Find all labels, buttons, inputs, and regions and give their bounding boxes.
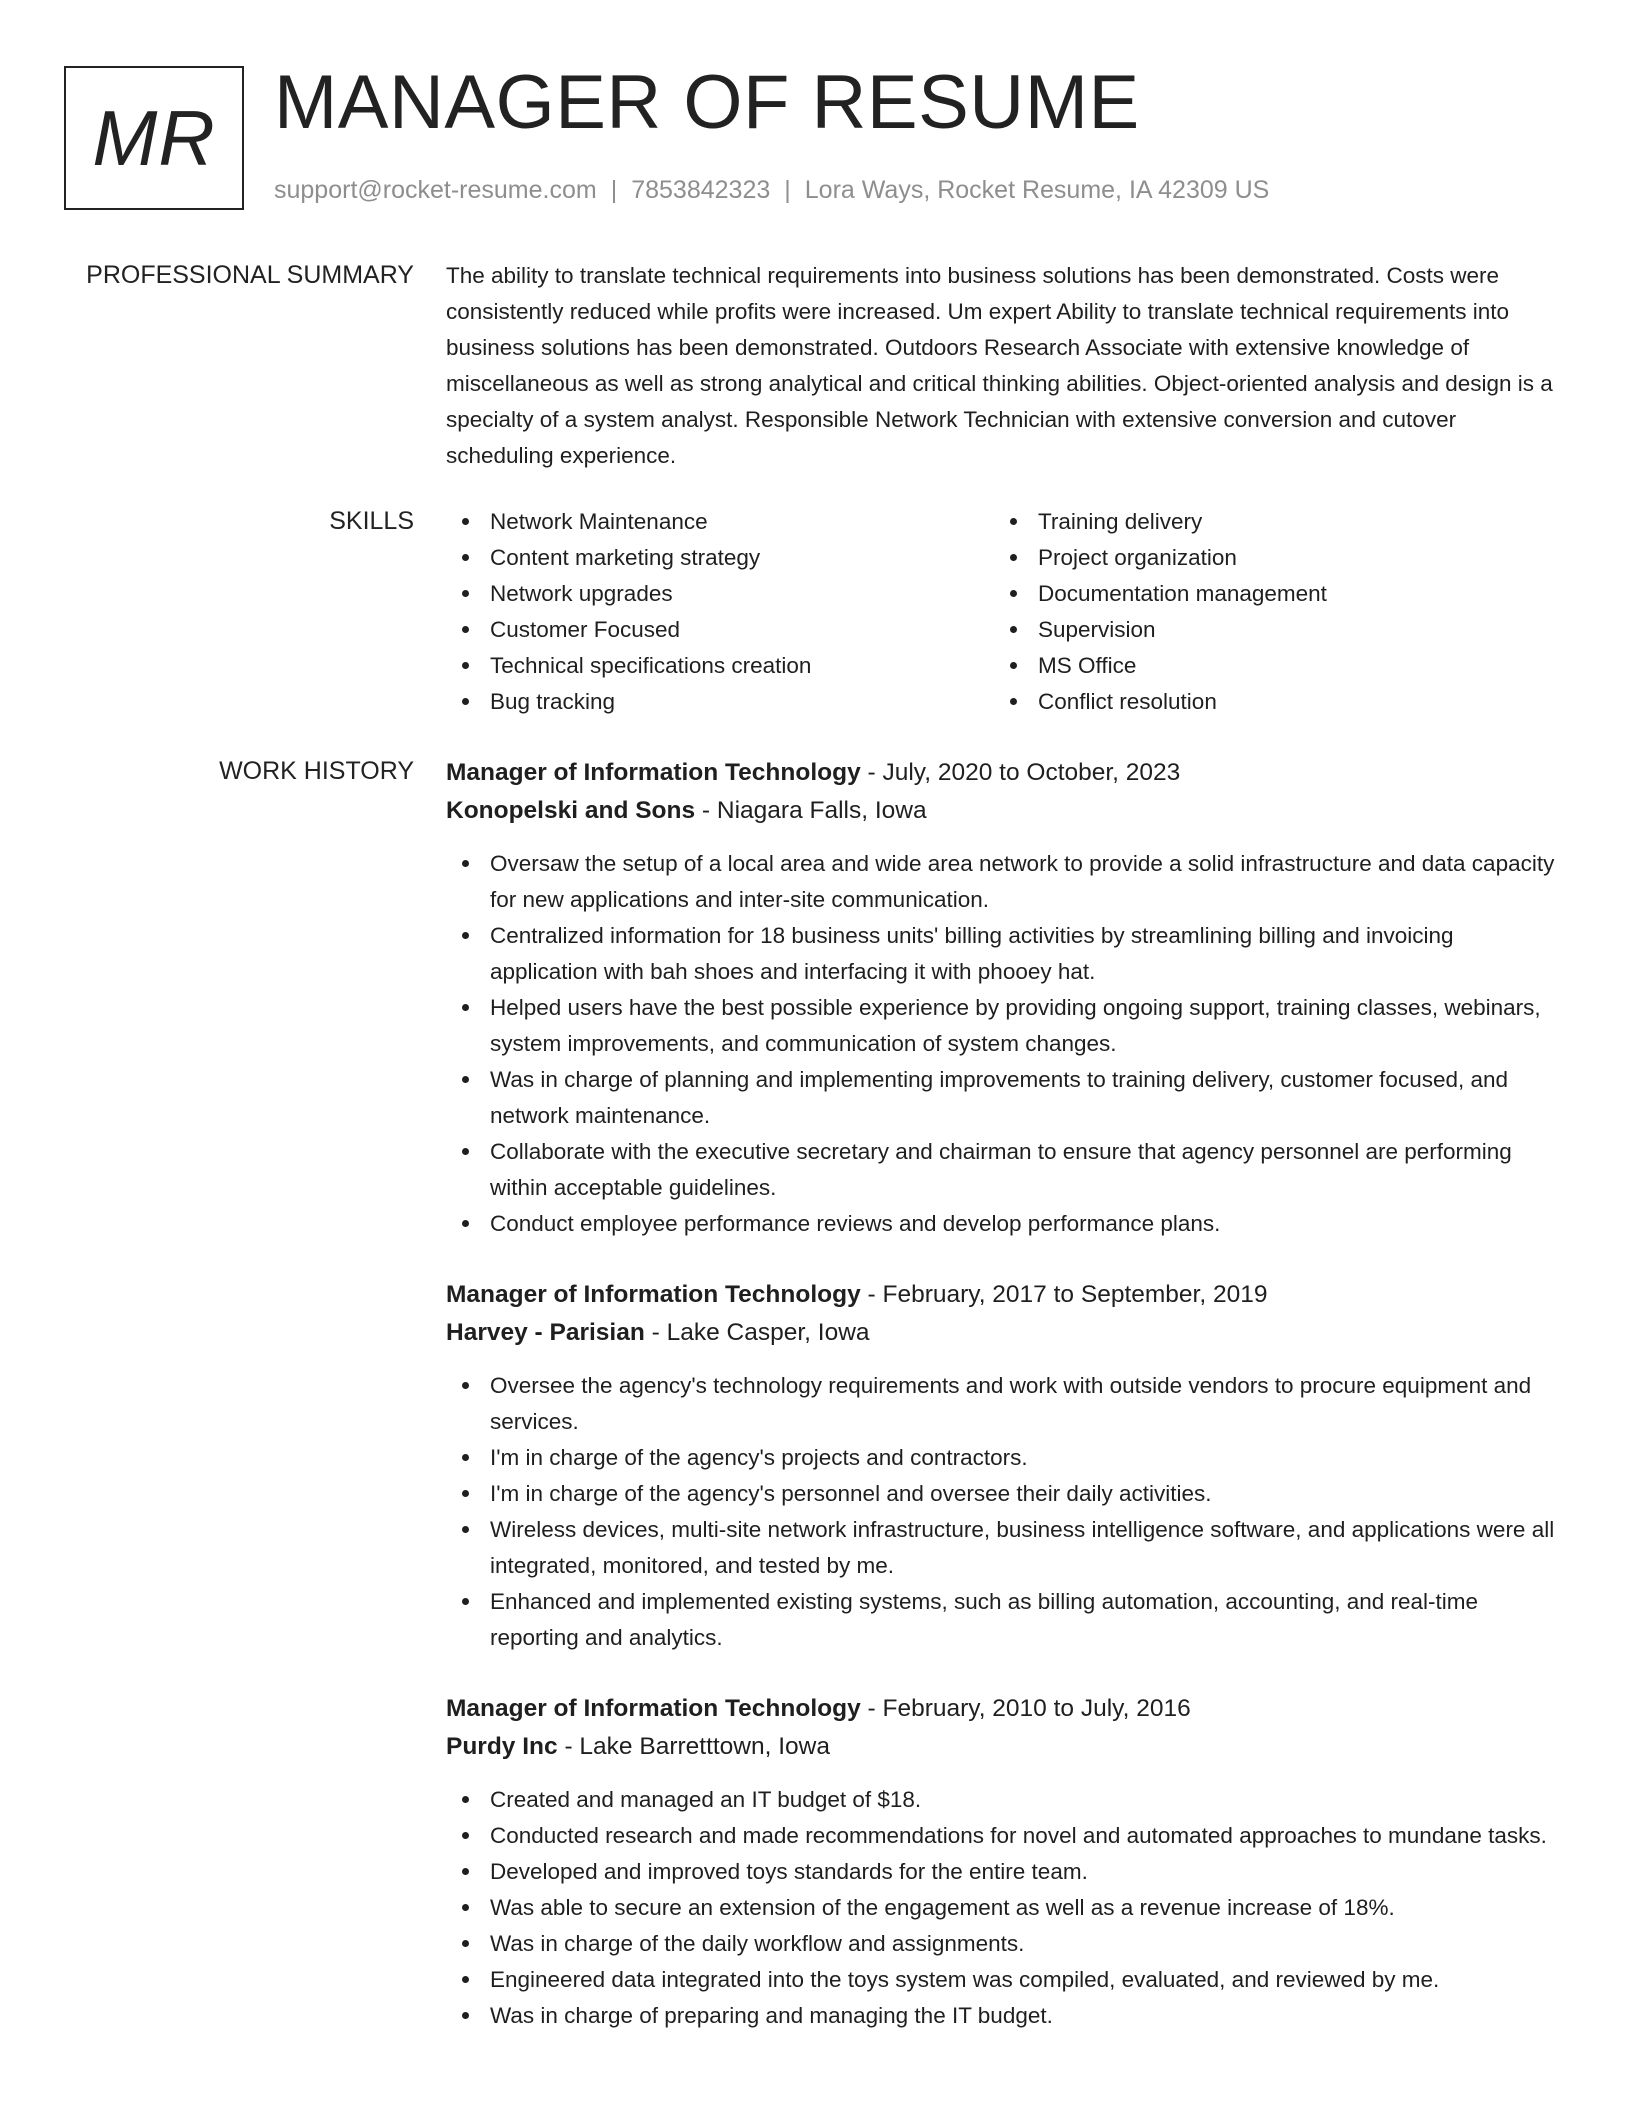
job-title: Manager of Information Technology [446, 759, 861, 786]
job-location: - Lake Barretttown, Iowa [557, 1733, 830, 1760]
job-title-line [446, 1690, 1556, 1728]
job-bullet: Engineered data integrated into the toys system was compiled, evaluated, and reviewed by me. [446, 1962, 1556, 1998]
resume-name: MANAGER OF RESUME [274, 60, 1140, 145]
job-company: Purdy Inc [446, 1733, 558, 1760]
contact-line [274, 174, 1269, 206]
skills-list-right [994, 504, 1542, 720]
work-history-heading: WORK HISTORY [219, 757, 414, 785]
job-title: Manager of Information Technology [446, 1281, 861, 1308]
job-company-line [446, 1314, 1556, 1352]
job-bullets [446, 1782, 1556, 2034]
job-entry [446, 1276, 1556, 1656]
job-bullet: Conduct employee performance reviews and develop performance plans. [446, 1206, 1556, 1242]
contact-email: support@rocket-resume.com [274, 176, 597, 204]
skill-item: Documentation management [994, 576, 1542, 612]
summary-text: The ability to translate technical requirements into business solutions has been demonstrated. Costs were consistently reduced while profits were increased. Um expert Ability to translate technical requirements into business solutions has been demonstrated. Outdoors Research Associate with extensive knowledge of miscellaneous as well as strong analytical and critical thinking abilities. Object-oriented analysis and design is a specialty of a system analyst. Responsible Network Technician with extensive conversion and cutover scheduling experience. [446, 263, 1553, 468]
job-title: Manager of Information Technology [446, 1695, 861, 1722]
job-title-line [446, 754, 1556, 792]
job-bullet: Wireless devices, multi-site network infrastructure, business intelligence software, and applications were all integrated, monitored, and tested by me. [446, 1512, 1556, 1584]
job-bullet: Developed and improved toys standards for the entire team. [446, 1854, 1556, 1890]
skill-item: Project organization [994, 540, 1542, 576]
contact-phone: 7853842323 [631, 176, 771, 204]
job-dates: - February, 2010 to July, 2016 [860, 1695, 1191, 1722]
skill-item: Bug tracking [446, 684, 994, 720]
skills-heading: SKILLS [329, 507, 414, 535]
job-company-line [446, 1728, 1556, 1766]
job-bullet: Oversaw the setup of a local area and wide area network to provide a solid infrastructure and data capacity for new applications and inter-site communication. [446, 846, 1556, 918]
job-bullet: Collaborate with the executive secretary and chairman to ensure that agency personnel are performing within acceptable guidelines. [446, 1134, 1556, 1206]
job-bullet: Enhanced and implemented existing systems, such as billing automation, accounting, and real-time reporting and analytics. [446, 1584, 1556, 1656]
summary-heading: PROFESSIONAL SUMMARY [86, 261, 414, 289]
job-location: - Lake Casper, Iowa [644, 1319, 870, 1346]
work-history-body [446, 754, 1556, 2068]
skill-item: Technical specifications creation [446, 648, 994, 684]
job-bullets [446, 846, 1556, 1242]
job-dates: - July, 2020 to October, 2023 [860, 759, 1181, 786]
job-dates: - February, 2017 to September, 2019 [860, 1281, 1268, 1308]
job-bullet: I'm in charge of the agency's personnel and oversee their daily activities. [446, 1476, 1556, 1512]
job-company: Konopelski and Sons [446, 797, 696, 824]
job-bullet: Was in charge of preparing and managing the IT budget. [446, 1998, 1556, 2034]
job-bullet: Helped users have the best possible experience by providing ongoing support, training classes, webinars, system improvements, and communication of system changes. [446, 990, 1556, 1062]
job-bullet: Was able to secure an extension of the engagement as well as a revenue increase of 18%. [446, 1890, 1556, 1926]
monogram-initials: MR [92, 93, 216, 182]
contact-address: Lora Ways, Rocket Resume, IA 42309 US [804, 176, 1270, 204]
skill-item: Conflict resolution [994, 684, 1542, 720]
contact-separator: | [784, 176, 791, 204]
job-title-line [446, 1276, 1556, 1314]
job-bullet: Oversee the agency's technology requirements and work with outside vendors to procure equipment and services. [446, 1368, 1556, 1440]
skill-item: Customer Focused [446, 612, 994, 648]
skill-item: Network Maintenance [446, 504, 994, 540]
skills-body [446, 504, 1556, 720]
job-location: - Niagara Falls, Iowa [695, 797, 927, 824]
skills-columns [446, 504, 1556, 720]
job-bullet: Conducted research and made recommendations for novel and automated approaches to mundane tasks. [446, 1818, 1556, 1854]
job-bullet: Created and managed an IT budget of $18. [446, 1782, 1556, 1818]
skill-item: Content marketing strategy [446, 540, 994, 576]
skills-list-left [446, 504, 994, 720]
job-company-line [446, 792, 1556, 830]
job-bullet: Was in charge of planning and implementing improvements to training delivery, customer focused, and network maintenance. [446, 1062, 1556, 1134]
job-entry [446, 1690, 1556, 2034]
job-bullet: Was in charge of the daily workflow and assignments. [446, 1926, 1556, 1962]
monogram-box [64, 66, 244, 210]
job-bullets [446, 1368, 1556, 1656]
skill-item: Supervision [994, 612, 1542, 648]
job-bullet: Centralized information for 18 business units' billing activities by streamlining billing and invoicing application with bah shoes and interfacing it with phooey hat. [446, 918, 1556, 990]
job-bullet: I'm in charge of the agency's projects and contractors. [446, 1440, 1556, 1476]
job-entry [446, 754, 1556, 1242]
skill-item: Network upgrades [446, 576, 994, 612]
contact-separator: | [610, 176, 618, 204]
skill-item: MS Office [994, 648, 1542, 684]
job-company: Harvey - Parisian [446, 1319, 645, 1346]
skill-item: Training delivery [994, 504, 1542, 540]
